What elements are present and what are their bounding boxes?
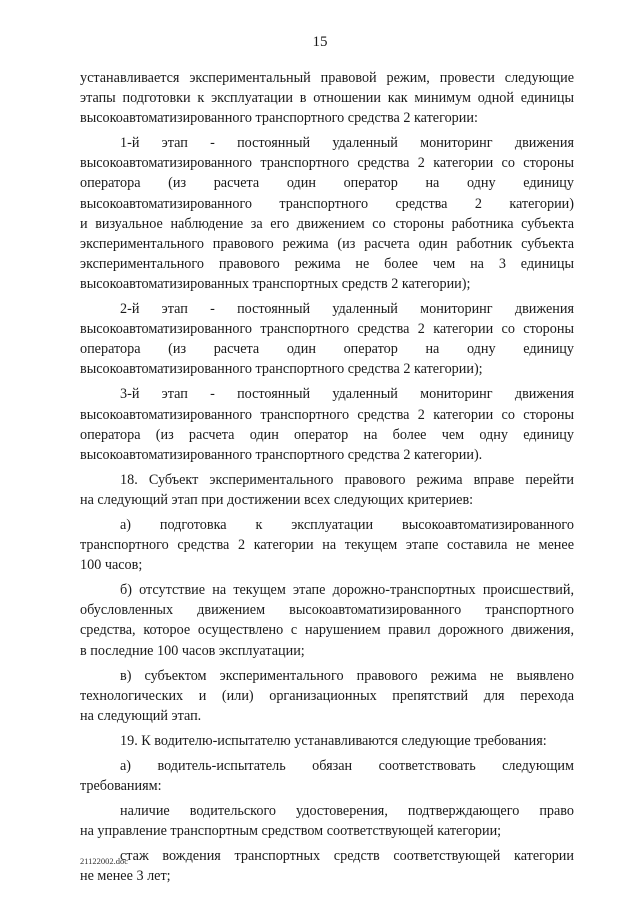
paragraph [80,68,574,128]
document-body [80,68,574,892]
paragraph [80,133,574,294]
paragraph [80,801,574,841]
text-line: высокоавтоматизированного транспортного средства 2 категории). [80,446,483,463]
paragraph [80,470,574,510]
text-line: средства, которое осуществлено с нарушением правил дорожного движения, [80,622,574,639]
text-line: а) водитель-испытатель обязан соответствовать следующим [120,758,574,774]
text-line: оператора (из расчета один оператор на одну единицу [80,175,574,192]
text-line: оператора (из расчета один оператор на одну единицу [80,341,574,358]
text-line: высокоавтоматизированного транспортного средства 2 категории со стороны [80,155,574,172]
text-line: не менее 3 лет; [80,868,171,885]
text-line: 18. Субъект экспериментального правового режима вправе перейти [120,471,574,488]
text-line: 2-й этап - постоянный удаленный мониторинг движения [120,301,574,318]
text-line: этапы подготовки к эксплуатации в отношении как минимум одной единицы [80,90,574,107]
text-line: и визуальное наблюдение за его движением со стороны работника субъекта [80,215,574,232]
text-line: 19. К водителю-испытателю устанавливаются следующие требования: [120,732,547,749]
paragraph [80,515,574,575]
page-number: 15 [312,34,328,50]
paragraph [80,731,574,751]
text-line: 100 часов; [80,557,143,574]
text-line: на следующий этап. [80,707,202,724]
footer-filename: 21122002.doc [80,856,129,866]
text-line: наличие водительского удостоверения, подтверждающего право [120,803,574,820]
text-line: в последние 100 часов эксплуатации; [80,642,305,659]
text-line: стаж вождения транспортных средств соответствующей категории [120,848,574,865]
paragraph [80,846,574,886]
paragraph [80,756,574,796]
text-line: обусловленных движением высокоавтоматизированного транспортного [80,602,574,619]
text-line: на следующий этап при достижении всех следующих критериев: [80,491,474,508]
text-line: высокоавтоматизированного транспортного средства 2 категории: [80,110,478,127]
text-line: высокоавтоматизированного транспортного средства 2 категории со стороны [80,406,574,423]
text-line: 1-й этап - постоянный удаленный мониторинг движения [120,135,574,152]
text-line: 3-й этап - постоянный удаленный мониторинг движения [120,386,574,403]
text-line: высокоавтоматизированных транспортных средств 2 категории); [80,275,471,292]
text-line: устанавливается экспериментальный правовой режим, провести следующие [80,70,574,86]
text-line: высокоавтоматизированного транспортного средства 2 категории со стороны [80,321,574,338]
text-line: а) подготовка к эксплуатации высокоавтоматизированного [120,516,574,533]
paragraph [80,299,574,379]
text-line: б) отсутствие на текущем этапе дорожно-транспортных происшествий, [120,582,574,599]
text-line: экспериментального правового режима (из расчета один работник субъекта [80,235,574,252]
text-line: в) субъектом экспериментального правового режима не выявлено [120,667,574,684]
text-line: на управление транспортным средством соответствующей категории; [80,823,502,840]
paragraph [80,666,574,726]
text-line: технологических и (или) организационных препятствий для перехода [80,687,574,704]
paragraph [80,580,574,660]
text-line: экспериментального правового режима не более чем на 3 единицы [80,255,574,272]
text-line: высокоавтоматизированного транспортного средства 2 категории); [80,361,483,378]
text-line: высокоавтоматизированного транспортного средства 2 категории) [80,195,574,212]
text-line: оператора (из расчета один оператор на более чем одну единицу [80,426,574,443]
paragraph [80,384,574,464]
text-line: транспортного средства 2 категории на текущем этапе составила не менее [80,537,574,554]
text-line: требованиям: [80,778,162,795]
